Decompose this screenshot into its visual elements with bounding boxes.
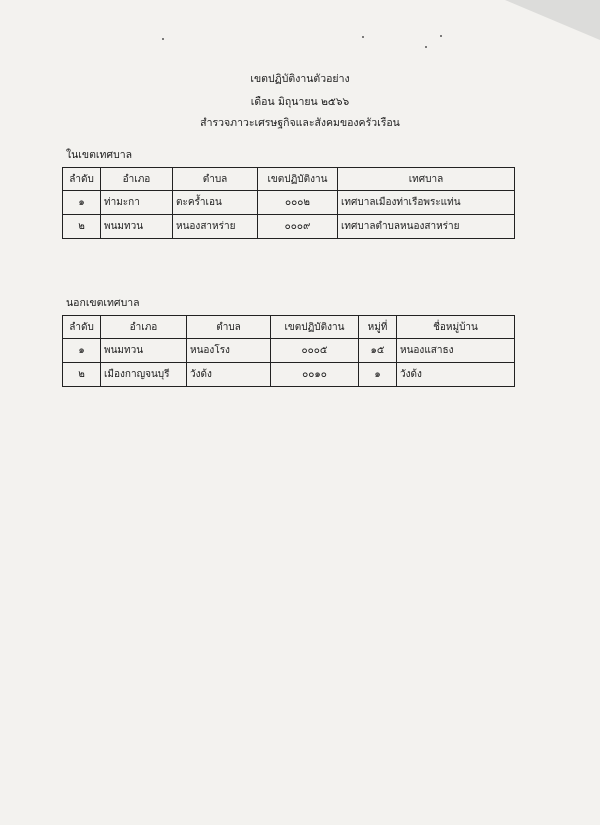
table-cell: วังด้ง [397, 363, 515, 387]
column-header: อำเภอ [101, 316, 187, 339]
table-header-row [63, 316, 515, 339]
column-header: หมู่ที่ [359, 316, 397, 339]
table-cell: หนองสาหร่าย [173, 215, 258, 239]
table-cell: พนมทวน [101, 215, 173, 239]
document-title: เขตปฏิบัติงานตัวอย่าง [250, 73, 350, 85]
table-row [63, 215, 515, 239]
scan-speck [362, 36, 364, 38]
scan-speck [162, 38, 164, 40]
folded-corner [505, 0, 600, 40]
table-cell: ๐๐๐๕ [271, 339, 359, 363]
column-header: ลำดับ [63, 168, 101, 191]
column-header: ชื่อหมู่บ้าน [397, 316, 515, 339]
table-cell: ท่ามะกา [101, 191, 173, 215]
table-cell: ตะคร้ำเอน [173, 191, 258, 215]
document-month: เดือน มิถุนายน ๒๕๖๖ [250, 96, 350, 108]
column-header: ลำดับ [63, 316, 101, 339]
table-cell: หนองแสาธง [397, 339, 515, 363]
table-cell: ๑ [359, 363, 397, 387]
table-row [63, 191, 515, 215]
table-cell: หนองโรง [187, 339, 271, 363]
table-cell: ๑ [63, 339, 101, 363]
column-header: เขตปฏิบัติงาน [258, 168, 338, 191]
table-cell: ๑๕ [359, 339, 397, 363]
table-cell: ๑ [63, 191, 101, 215]
table-cell: ๒ [63, 363, 101, 387]
table-cell: ๒ [63, 215, 101, 239]
non-municipal-section-label: นอกเขตเทศบาล [66, 297, 140, 309]
table-cell: ๐๐๑๐ [271, 363, 359, 387]
municipal-table [62, 167, 515, 239]
table-row [63, 339, 515, 363]
column-header: อำเภอ [101, 168, 173, 191]
table-cell: เทศบาลเมืองท่าเรือพระแท่น [338, 191, 515, 215]
scan-speck [425, 46, 427, 48]
table-row [63, 363, 515, 387]
column-header: เขตปฏิบัติงาน [271, 316, 359, 339]
municipal-section-label: ในเขตเทศบาล [66, 149, 133, 161]
table-cell: วังด้ง [187, 363, 271, 387]
table-cell: เมืองกาญจนบุรี [101, 363, 187, 387]
column-header: เทศบาล [338, 168, 515, 191]
non-municipal-table [62, 315, 515, 387]
document-survey: สำรวจภาวะเศรษฐกิจและสังคมของครัวเรือน [200, 117, 400, 129]
table-cell: พนมทวน [101, 339, 187, 363]
table-cell: ๐๐๐๒ [258, 191, 338, 215]
scan-speck [440, 35, 442, 37]
table-header-row [63, 168, 515, 191]
column-header: ตำบล [173, 168, 258, 191]
table-cell: ๐๐๐๙ [258, 215, 338, 239]
table-cell: เทศบาลตำบลหนองสาหร่าย [338, 215, 515, 239]
column-header: ตำบล [187, 316, 271, 339]
